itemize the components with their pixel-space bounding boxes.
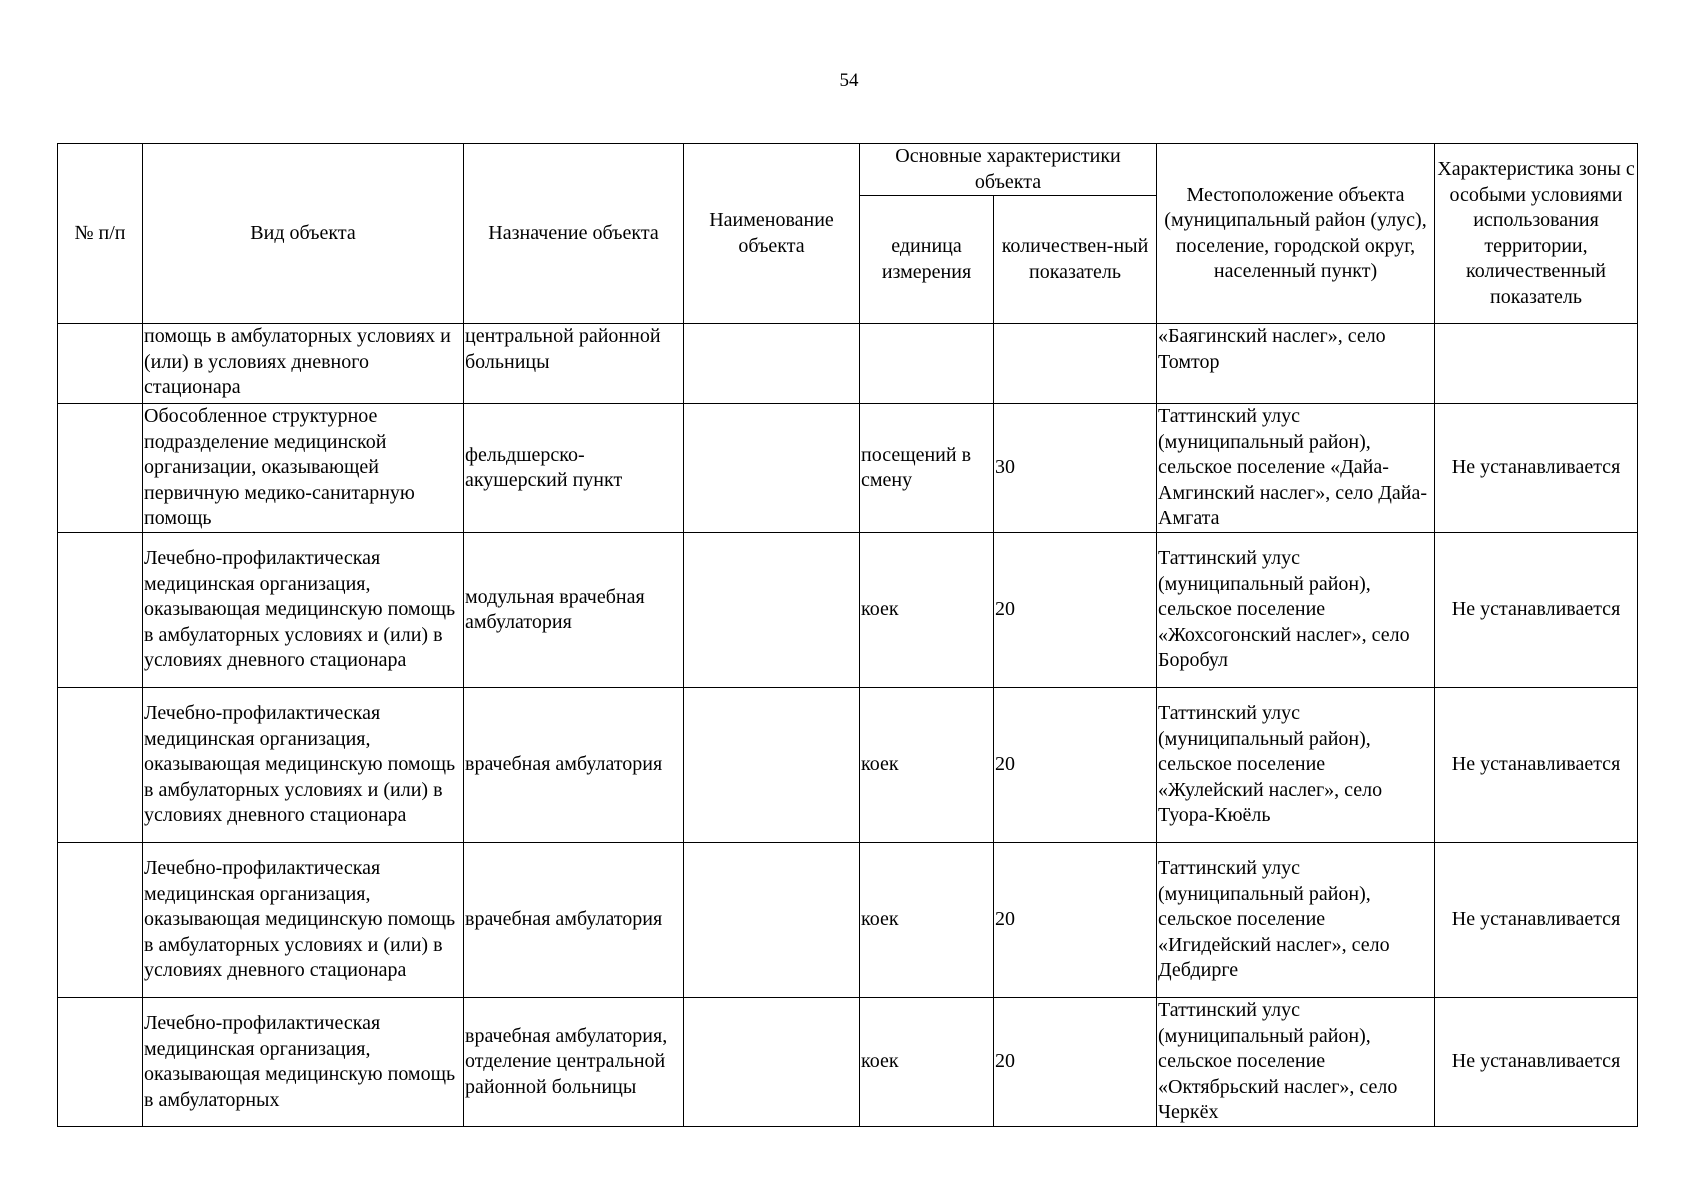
cell-name: [684, 533, 860, 688]
header-location: Местоположение объекта (муниципальный район (улус), поселение, городской округ, населенный пункт): [1157, 144, 1435, 324]
cell-unit: [860, 324, 994, 404]
cell-quantity: 20: [994, 998, 1157, 1127]
cell-num: [58, 324, 143, 404]
cell-type: Лечебно-профилактическая медицинская организация, оказывающая медицинскую помощь в амбулаторных: [143, 998, 464, 1127]
cell-purpose: модульная врачебная амбулатория: [464, 533, 684, 688]
page-number: 54: [839, 70, 859, 91]
table-row: [58, 324, 1638, 404]
table-row: [58, 533, 1638, 688]
header-quantity: количествен-ный показатель: [994, 196, 1157, 324]
cell-num: [58, 688, 143, 843]
cell-purpose: фельдшерско-акушерский пункт: [464, 404, 684, 533]
cell-type: помощь в амбулаторных условиях и (или) в условиях дневного стационара: [143, 324, 464, 404]
cell-name: [684, 404, 860, 533]
header-name: Наименование объекта: [684, 144, 860, 324]
cell-zone: Не устанавливается: [1435, 998, 1638, 1127]
header-num: № п/п: [58, 144, 143, 324]
cell-zone: Не устанавливается: [1435, 688, 1638, 843]
header-unit: единица измерения: [860, 196, 994, 324]
cell-location: «Баягинский наслег», село Томтор: [1157, 324, 1435, 404]
table-row: [58, 688, 1638, 843]
header-main-characteristics: Основные характеристики объекта: [860, 144, 1157, 196]
cell-purpose: врачебная амбулатория, отделение центральной районной больницы: [464, 998, 684, 1127]
cell-location: Таттинский улус (муниципальный район), сельское поселение «Октябрьский наслег», село Черкёх: [1157, 998, 1435, 1127]
cell-unit: коек: [860, 843, 994, 998]
cell-zone: Не устанавливается: [1435, 404, 1638, 533]
cell-num: [58, 998, 143, 1127]
header-zone: Характеристика зоны с особыми условиями использования территории, количественный показатель: [1435, 144, 1638, 324]
cell-quantity: 30: [994, 404, 1157, 533]
cell-type: Лечебно-профилактическая медицинская организация, оказывающая медицинскую помощь в амбулаторных условиях и (или) в условиях дневного стационара: [143, 688, 464, 843]
table-row: [58, 404, 1638, 533]
cell-quantity: 20: [994, 688, 1157, 843]
cell-location: Таттинский улус (муниципальный район), сельское поселение «Жохсогонский наслег», село Боробул: [1157, 533, 1435, 688]
cell-num: [58, 843, 143, 998]
cell-zone: Не устанавливается: [1435, 843, 1638, 998]
table-row: [58, 843, 1638, 998]
header-purpose: Назначение объекта: [464, 144, 684, 324]
cell-purpose: врачебная амбулатория: [464, 843, 684, 998]
header-type: Вид объекта: [143, 144, 464, 324]
cell-location: Таттинский улус (муниципальный район), сельское поселение «Игидейский наслег», село Дебдирге: [1157, 843, 1435, 998]
cell-location: Таттинский улус (муниципальный район), сельское поселение «Дайа-Амгинский наслег», село Дайа-Амгата: [1157, 404, 1435, 533]
objects-table: [57, 143, 1638, 1127]
cell-quantity: 20: [994, 533, 1157, 688]
cell-name: [684, 324, 860, 404]
cell-name: [684, 998, 860, 1127]
cell-name: [684, 843, 860, 998]
cell-quantity: 20: [994, 843, 1157, 998]
cell-unit: коек: [860, 533, 994, 688]
cell-type: Обособленное структурное подразделение медицинской организации, оказывающей первичную медико-санитарную помощь: [143, 404, 464, 533]
cell-type: Лечебно-профилактическая медицинская организация, оказывающая медицинскую помощь в амбулаторных условиях и (или) в условиях дневного стационара: [143, 533, 464, 688]
cell-unit: посещений в смену: [860, 404, 994, 533]
cell-unit: коек: [860, 998, 994, 1127]
cell-purpose: центральной районной больницы: [464, 324, 684, 404]
cell-type: Лечебно-профилактическая медицинская организация, оказывающая медицинскую помощь в амбулаторных условиях и (или) в условиях дневного стационара: [143, 843, 464, 998]
table-row: [58, 998, 1638, 1127]
cell-name: [684, 688, 860, 843]
cell-purpose: врачебная амбулатория: [464, 688, 684, 843]
cell-zone: Не устанавливается: [1435, 533, 1638, 688]
cell-num: [58, 404, 143, 533]
cell-quantity: [994, 324, 1157, 404]
cell-zone: [1435, 324, 1638, 404]
cell-unit: коек: [860, 688, 994, 843]
cell-num: [58, 533, 143, 688]
header-row-top: [58, 144, 1638, 196]
cell-location: Таттинский улус (муниципальный район), сельское поселение «Жулейский наслег», село Туора-Кюёль: [1157, 688, 1435, 843]
